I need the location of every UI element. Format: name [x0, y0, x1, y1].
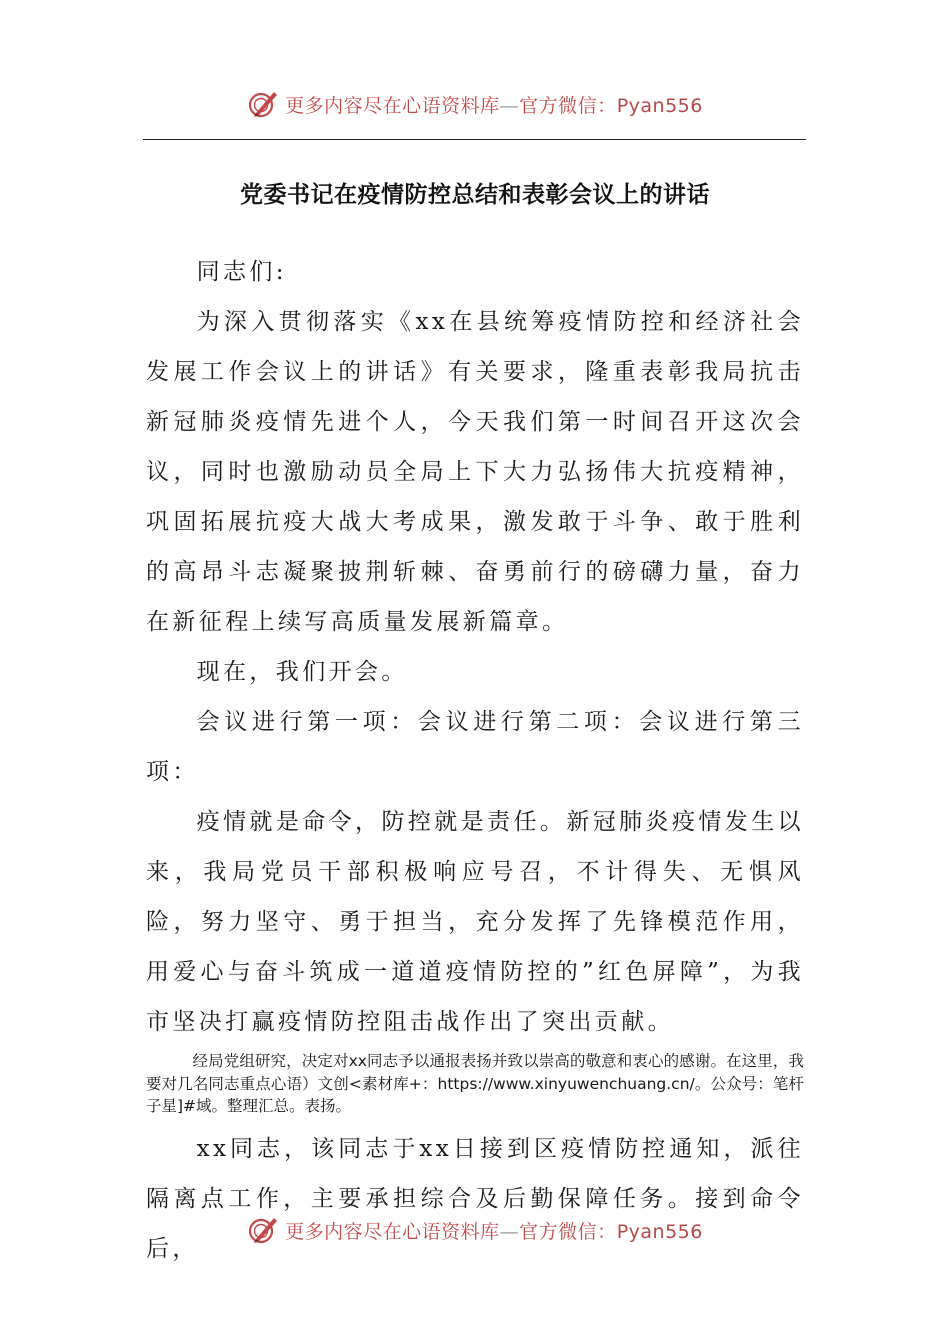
document-body: [146, 247, 804, 1274]
small-print-block: [146, 1047, 804, 1124]
banner-library-text: 更多内容尽在心语资料库: [285, 94, 500, 117]
banner-dash: —: [499, 94, 520, 117]
banner-wechat-id: Pyan556: [616, 94, 703, 117]
salutation: 同志们:: [196, 259, 287, 285]
paragraph-small-print: 经局党组研究，决定对xx同志予以通报表扬并致以崇高的敬意和衷心的感谢。在这里，我要对几名同志重点心语）文创<素材库+：https://www.xinyuwenchuang.cn/。公众号：笔杆子星]#域。整理汇总。表扬。: [146, 1052, 804, 1115]
banner-text: [285, 91, 703, 118]
paragraph-open-meeting: 现在，我们开会。: [196, 659, 408, 685]
paragraph-epidemic: 疫情就是命令，防控就是责任。新冠肺炎疫情发生以来，我局党员干部积极响应号召，不计得失、无惧风险，努力坚守、勇于担当，充分发挥了先锋模范作用，用爱心与奋斗筑成一道道疫情防控的”红色屏障”，为我市坚决打赢疫情防控阻击战作出了突出贡献。: [146, 809, 804, 1035]
header-banner: [0, 84, 950, 124]
banner-official-text: 官方微信：: [519, 94, 617, 117]
banner-wechat-id: Pyan556: [616, 1220, 703, 1243]
paragraph-intro: 为深入贯彻落实《xx在县统筹疫情防控和经济社会发展工作会议上的讲话》有关要求，隆重表彰我局抗击新冠肺炎疫情先进个人，今天我们第一时间召开这次会议，同时也激励动员全局上下大力弘扬伟大抗疫精神，巩固拓展抗疫大战大考成果，激发敢于斗争、敢于胜利的高昂斗志凝聚披荆斩棘、奋勇前行的磅礴力量，奋力在新征程上续写高质量发展新篇章。: [146, 309, 804, 635]
paragraph-commend: xx同志，该同志于xx日接到区疫情防控通知，派往隔离点工作，主要承担综合及后勤保障任务。接到命令后，: [146, 1135, 804, 1262]
paragraph-agenda: 会议进行第一项：会议进行第二项：会议进行第三项：: [146, 709, 804, 785]
pen-logo-icon: [247, 1214, 279, 1246]
banner-library-text: 更多内容尽在心语资料库: [285, 1220, 500, 1243]
banner-dash: —: [499, 1220, 520, 1243]
banner-official-text: 官方微信：: [519, 1220, 617, 1243]
footer-banner: [0, 1210, 950, 1250]
header-divider: [143, 139, 806, 140]
banner-text: [285, 1217, 703, 1244]
page-title: 党委书记在疫情防控总结和表彰会议上的讲话: [240, 182, 710, 208]
pen-logo-icon: [247, 88, 279, 120]
